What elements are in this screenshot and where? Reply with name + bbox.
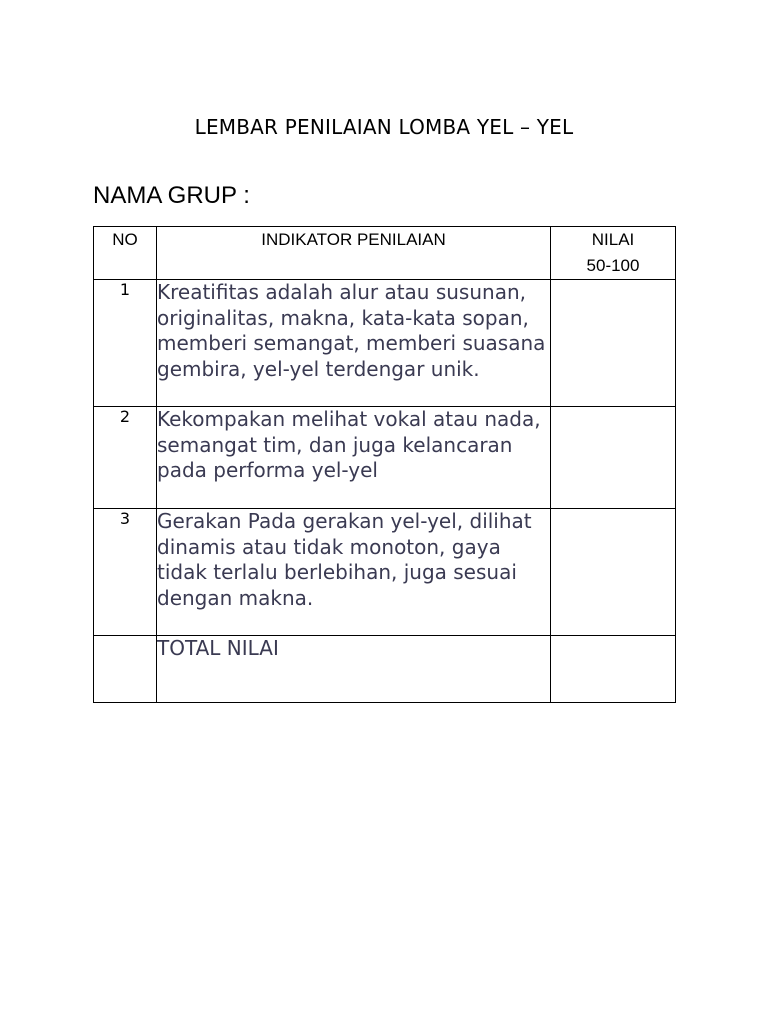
header-score [551, 227, 676, 280]
header-score-line2: 50-100 [586, 256, 640, 275]
total-label: TOTAL NILAI [157, 636, 551, 703]
row-number: 3 [94, 509, 157, 636]
score-table [93, 226, 676, 703]
header-no: NO [94, 227, 157, 280]
table-row [94, 509, 676, 636]
row-score-cell[interactable] [551, 509, 676, 636]
row-indicator: Kekompakan melihat vokal atau nada, semangat tim, dan juga kelancaran pada performa yel-yel [157, 407, 551, 509]
header-indicator: INDIKATOR PENILAIAN [157, 227, 551, 280]
row-score-cell[interactable] [551, 407, 676, 509]
row-number: 2 [94, 407, 157, 509]
header-score-line1: NILAI [591, 230, 635, 249]
table-row [94, 407, 676, 509]
row-indicator: Gerakan Pada gerakan yel-yel, dilihat dinamis atau tidak monoton, gaya tidak terlalu berlebihan, juga sesuai dengan makna. [157, 509, 551, 636]
total-row [94, 636, 676, 703]
page-title: LEMBAR PENILAIAN LOMBA YEL – YEL [194, 115, 574, 139]
total-number-cell [94, 636, 157, 703]
table-row [94, 280, 676, 407]
row-score-cell[interactable] [551, 280, 676, 407]
total-score-cell[interactable] [551, 636, 676, 703]
row-number: 1 [94, 280, 157, 407]
row-indicator: Kreatifitas adalah alur atau susunan, originalitas, makna, kata-kata sopan, memberi semangat, memberi suasana gembira, yel-yel terdengar unik. [157, 280, 551, 407]
table-header-row [94, 227, 676, 280]
group-name-label: NAMA GRUP : [93, 182, 250, 209]
